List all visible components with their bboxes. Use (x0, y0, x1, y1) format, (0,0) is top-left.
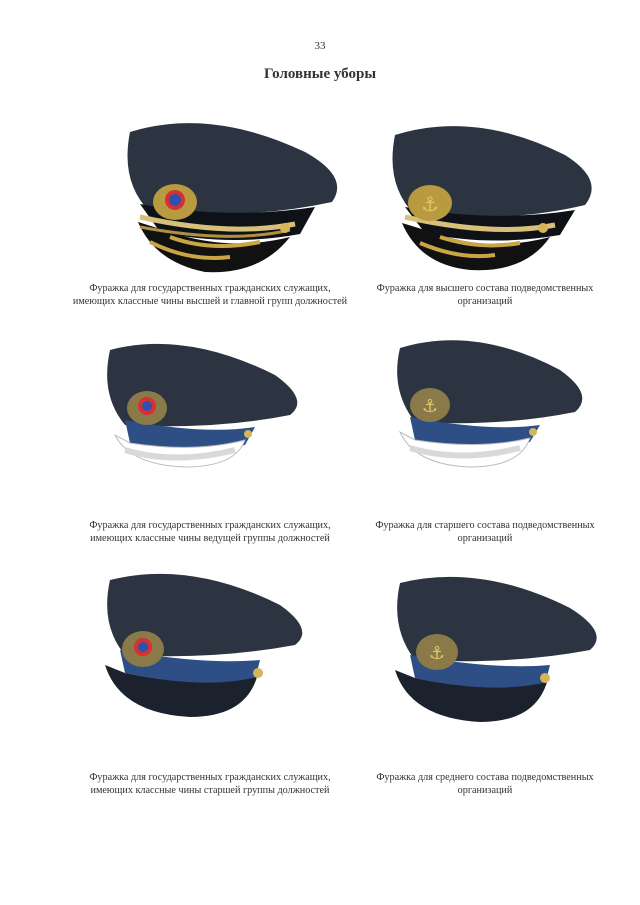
svg-text:⚓: ⚓ (428, 643, 446, 664)
cap-image-5 (95, 565, 310, 725)
caption-6: Фуражка для среднего состава подведомственных организаций (376, 772, 594, 796)
caption-1: Фуражка для государственных гражданских служащих, имеющих классные чины высшей и главной групп должностей (72, 283, 348, 307)
cap-image-4 (385, 330, 590, 475)
cap-image-3 (95, 335, 305, 475)
page-title: Головные уборы (263, 66, 377, 82)
cap-image-2 (380, 115, 605, 275)
caption-4: Фуражка для старшего состава подведомственных организаций (375, 520, 595, 544)
cap-image-6 (385, 568, 605, 728)
svg-text:⚓: ⚓ (421, 192, 439, 216)
caption-3: Фуражка для государственных гражданских служащих, имеющих классные чины ведущей группы должностей (89, 520, 331, 544)
caption-5: Фуражка для государственных гражданских служащих, имеющих классные чины старшей группы должностей (89, 772, 331, 796)
caption-2: Фуражка для высшего состава подведомственных организаций (376, 283, 594, 307)
page-number: 33 (314, 40, 326, 52)
cap-image-1 (110, 112, 350, 277)
svg-text:⚓: ⚓ (421, 396, 439, 417)
